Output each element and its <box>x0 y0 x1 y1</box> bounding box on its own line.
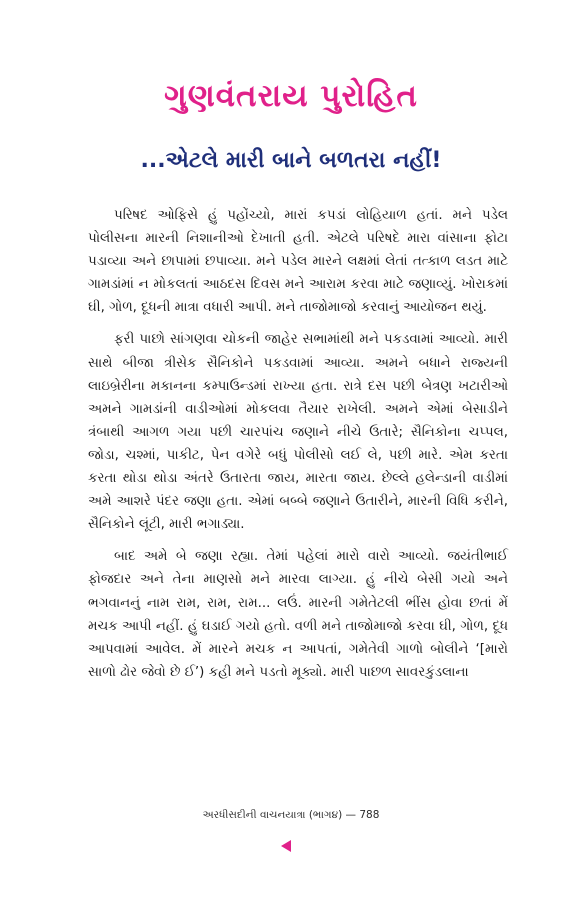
previous-page-arrow-icon[interactable] <box>281 840 291 852</box>
page-footer: અરધીસદીની વાચનયાત્રા (ભાગ૪) — 788 <box>202 809 380 821</box>
paragraph: બાદ અમે બે જણા રહ્યા. તેમાં પહેલાં મારો વારો આવ્યો. જયંતીભાઈ ફોજદાર અને તેના માણસો મને મારવા લાગ્યા. હું નીચે બેસી ગયો અને ભગવાનનું નામ રામ, રામ, રામ... લઉં. મારની ગમેતેટલી ભીંસ હોવા છતાં મેં મચક આપી નહીં. હું ઘડાઈ ગયો હતો. વળી મને તાજોમાજો કરવા ઘી, ગોળ, દૂધ આપવામાં આવેલ. મેં મારને મચક ન આપતાં, ગમેતેવી ગાળો બોલીને ‘[મારો સાળો ઢોર જેવો છે ઈ’) કહી મને પડતો મૂક્યો. મારી પાછળ સાવરકુંડલાના <box>88 549 508 680</box>
chapter-title: ...એટલે મારી બાને બળતરા નહીં! <box>140 148 442 173</box>
body-text <box>88 204 508 684</box>
paragraph: પરિષદ ઓફિસે હું પહોંચ્યો, મારાં કપડાં લોહિયાળ હતાં. મને પડેલ પોલીસના મારની નિશાનીઓ દેખાતી હતી. એટલે પરિષદે મારા વાંસાના ફોટા પડાવ્યા અને છાપામાં છપાવ્યા. મને પડેલ મારને લક્ષમાં લેતાં તત્કાળ લડત માટે ગામડાંમાં ન મોકલતાં આઠદસ દિવસ મને આરામ કરવા માટે જણાવ્યું. ખોરાકમાં ઘી, ગોળ, દૂધની માત્રા વધારી આપી. મને તાજોમાજો કરવાનું આયોજન થયું. <box>88 208 508 316</box>
paragraph: ફરી પાછો સાંગણવા ચોકની જાહેર સભામાંથી મને પકડવામાં આવ્યો. મારી સાથે બીજા ત્રીસેક સૈનિકોને પકડવામાં આવ્યા. અમને બધાને રાજ્યની લાઇબ્રેરીના મકાનના કમ્પાઉન્ડમાં રાખ્યા હતા. રાત્રે દસ પછી બેત્રણ ખટારીઓ અમને ગામડાંની વાડીઓમાં મોકલવા તૈયાર રાખેલી. અમને એમાં બેસાડીને ત્રંબાથી આગળ ગયા પછી ચારપાંચ જણાને નીચે ઉતારે; સૈનિકોના ચપ્પલ, જોડા, ચશ્માં, પાકીટ, પેન વગેરે બધું પોલીસો લઈ લે, પછી મારે. એમ કરતા કરતા થોડા થોડા અંતરે ઉતારતા જાય, મારતા જાય. છેલ્લે હલેન્ડાની વાડીમાં અમે આશરે પંદર જણા હતા. એમાં બબ્બે જણાને ઉતારીને, મારની વિધિ કરીને, સૈનિકોને લૂંટી, મારી ભગાડ્યા. <box>88 332 508 533</box>
author-name: ગુણવંતરાય પુરોહિત <box>164 78 418 114</box>
